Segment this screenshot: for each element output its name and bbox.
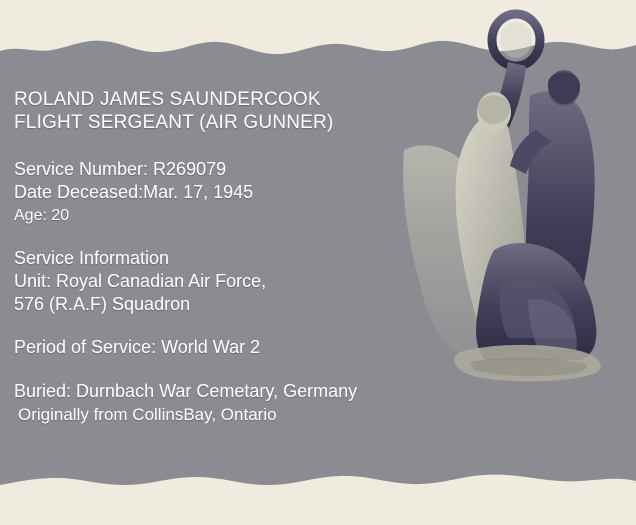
veteran-name: ROLAND JAMES SAUNDERCOOK (14, 89, 321, 110)
bottom-cream-band (0, 491, 636, 525)
period-of-service: Period of Service: World War 2 (14, 337, 261, 357)
origin-location: Originally from CollinsBay, Ontario (18, 405, 277, 424)
unit-line-1: Unit: Royal Canadian Air Force, (14, 271, 267, 291)
service-number: Service Number: R269079 (14, 159, 227, 179)
torn-edge-bottom-icon (0, 471, 636, 497)
veteran-rank: FLIGHT SERGEANT (AIR GUNNER) (14, 112, 334, 133)
burial-location: Buried: Durnbach War Cemetary, Germany (14, 381, 358, 401)
date-deceased: Date Deceased:Mar. 17, 1945 (14, 182, 254, 202)
service-information-heading: Service Information (14, 248, 170, 268)
torn-edge-top-icon (0, 29, 636, 69)
unit-line-2: 576 (R.A.F) Squadron (14, 294, 191, 314)
age: Age: 20 (14, 207, 70, 224)
memorial-text-block (14, 88, 534, 427)
